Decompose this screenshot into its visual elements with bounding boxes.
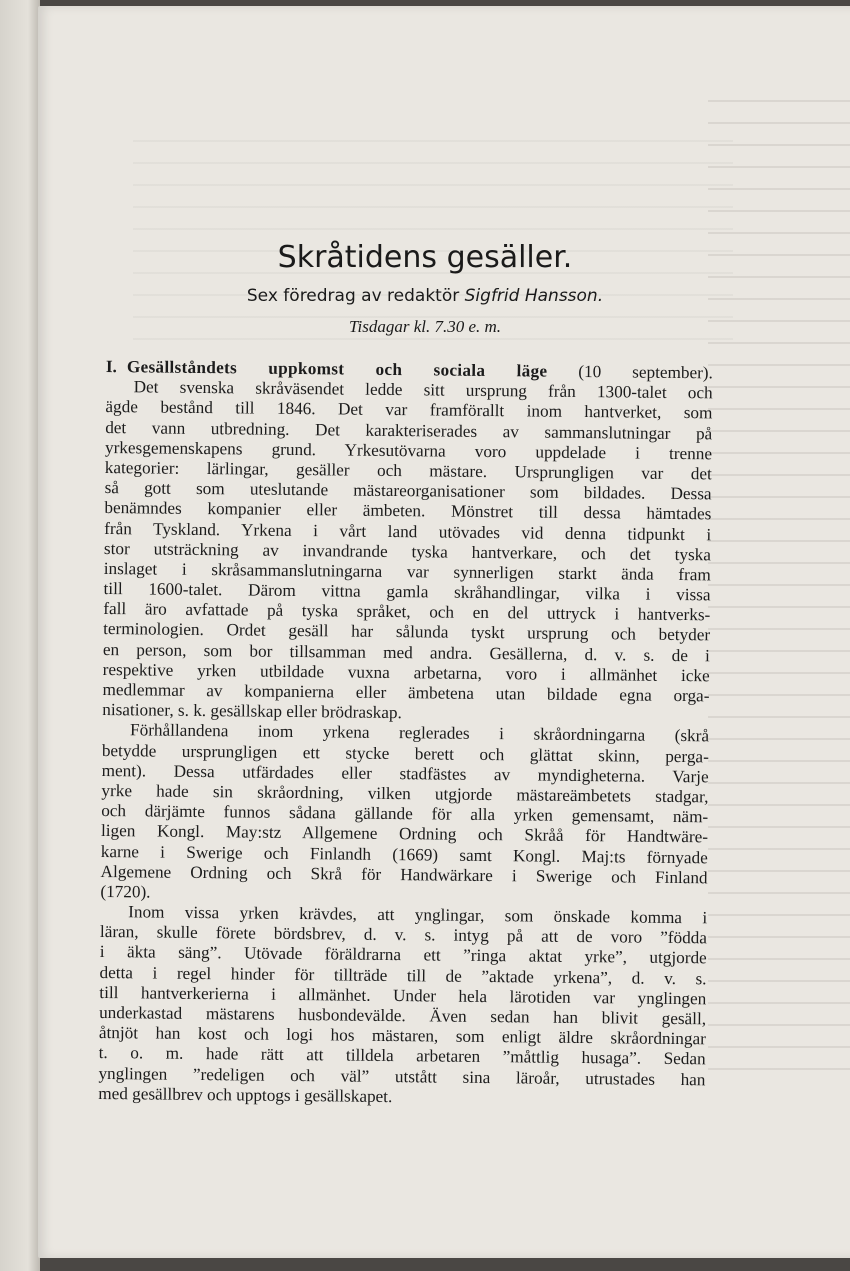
text-line: ment). Dessa utfärdades eller stadfästes av myndigheterna. Varje <box>101 760 709 787</box>
text-line: ligen Kongl. May:stz Allgemene Ordning och Skråå för Handtwäre- <box>100 821 709 847</box>
text-line: t. o. m. hade rätt att tilldela arbetaren ”måttlig husaga”. Sedan <box>98 1043 706 1069</box>
text-line: en person, som bor tillsamman med andra. Gesällerna, d. v. s. de i <box>102 639 711 665</box>
text-line: nisationer, s. k. gesällskap eller brödraskap. <box>102 700 402 723</box>
text-line: betydde ursprungligen ett stycke berett och glättat skinn, perga- <box>101 740 709 766</box>
text-line: respektive yrken utbildade vuxna arbetarna, voro i allmänhet icke <box>102 659 710 686</box>
text-line: Förhållandena inom yrkena reglerades i skråordningarna (skrå <box>129 720 710 746</box>
text-line: karne i Swerige och Finlandh (1669) samt Kongl. Maj:ts förnyade <box>100 841 708 867</box>
text-line: terminologien. Ordet gesäll har sålunda tyskt ursprung och betyder <box>103 619 711 645</box>
page-title: Skråtidens gesäller. <box>277 240 573 275</box>
schedule-line: Tisdagar kl. 7.30 e. m. <box>348 317 502 336</box>
text-line: stor utsträckning av invandrande tyska hantverkare, och det tyska <box>103 538 712 565</box>
text-line: det vann utbredning. Det karakteriserades av sammanslutningar på <box>105 417 713 443</box>
text-line: inslaget i skråsammanslutningarna var synnerligen starkt ända fram <box>103 558 711 585</box>
section-date: (10 september). <box>578 361 713 383</box>
text-line: åtnjöt han kost och logi hos mästaren, som enligt äldre skråordningar <box>98 1023 706 1049</box>
text-line: och därjämte funnos sådana gällande för alla yrken gemensamt, näm- <box>101 801 709 827</box>
text-line: till hantverkerierna i allmänhet. Under hela lärotiden var ynglingen <box>99 982 707 1009</box>
section-number: I. <box>105 357 117 377</box>
text-line: yrkesgemenskapens grund. Yrkesutövarna voro uppdelade i trenne <box>104 437 713 464</box>
body-text <box>98 357 713 1110</box>
text-line: detta i regel hinder för tillträde till de ”aktade yrkena”, d. v. s. <box>99 962 707 988</box>
text-line: fall äro avfattade på tyska språket, och en del uttryck i hantverks- <box>103 599 711 625</box>
text-line: från Tyskland. Yrkena i vårt land utövades vid denna tidpunkt i <box>104 518 712 544</box>
text-line: Inom vissa yrken krävdes, att ynglingar, som önskade komma i <box>128 902 708 928</box>
text-line: i äkta säng”. Utövade föräldrarna ett ”ringa aktat yrke”, utgjorde <box>99 942 707 968</box>
text-line: (1720). <box>100 881 151 902</box>
page-subtitle <box>0 286 850 306</box>
text-line: medlemmar av kompanierna eller ämbetena utan bildade egna orga- <box>102 679 710 706</box>
text-line: ägde bestånd till 1846. Det var framförallt inom hantverket, som <box>105 397 713 423</box>
text-line: ynglingen ”redeligen och väl” utstått sina läroår, utrustades han <box>98 1063 706 1089</box>
section-title: Gesällståndets uppkomst och sociala läge <box>126 357 548 381</box>
facing-page-edge <box>0 0 40 1271</box>
text-line: yrke hade sin skråordning, vilken utgjorde mästareämbetets stadgar, <box>101 780 709 807</box>
text-line: med gesällbrev och upptogs i gesällskapet. <box>98 1083 393 1106</box>
text-line: kategorier: lärlingar, gesäller och mästare. Ursprungligen var det <box>104 457 712 484</box>
text-line: underkastad mästarens husbondevälde. Även sedan han blivit gesäll, <box>99 1002 707 1029</box>
subtitle-author: Sigfrid Hansson. <box>464 286 604 306</box>
text-line: Algemene Ordning och Skrå för Handwärkare i Swerige och Finland <box>100 861 708 888</box>
text-line: läran, skulle förete bördsbrev, d. v. s. intyg på att de voro ”födda <box>99 922 708 948</box>
text-line: så gott som uteslutande mästareorganisationer som bildades. Dessa <box>104 478 712 504</box>
text-line: till 1600-talet. Därom vittna gamla skråhandlingar, vilka i vissa <box>103 579 711 605</box>
text-line: Det svenska skråväsendet ledde sitt ursprung från 1300-talet och <box>133 377 713 403</box>
text-line: benämndes kompanier eller ämbeten. Mönstret till dessa hämtades <box>104 498 712 524</box>
subtitle-prefix: Sex föredrag av redaktör <box>246 286 460 306</box>
